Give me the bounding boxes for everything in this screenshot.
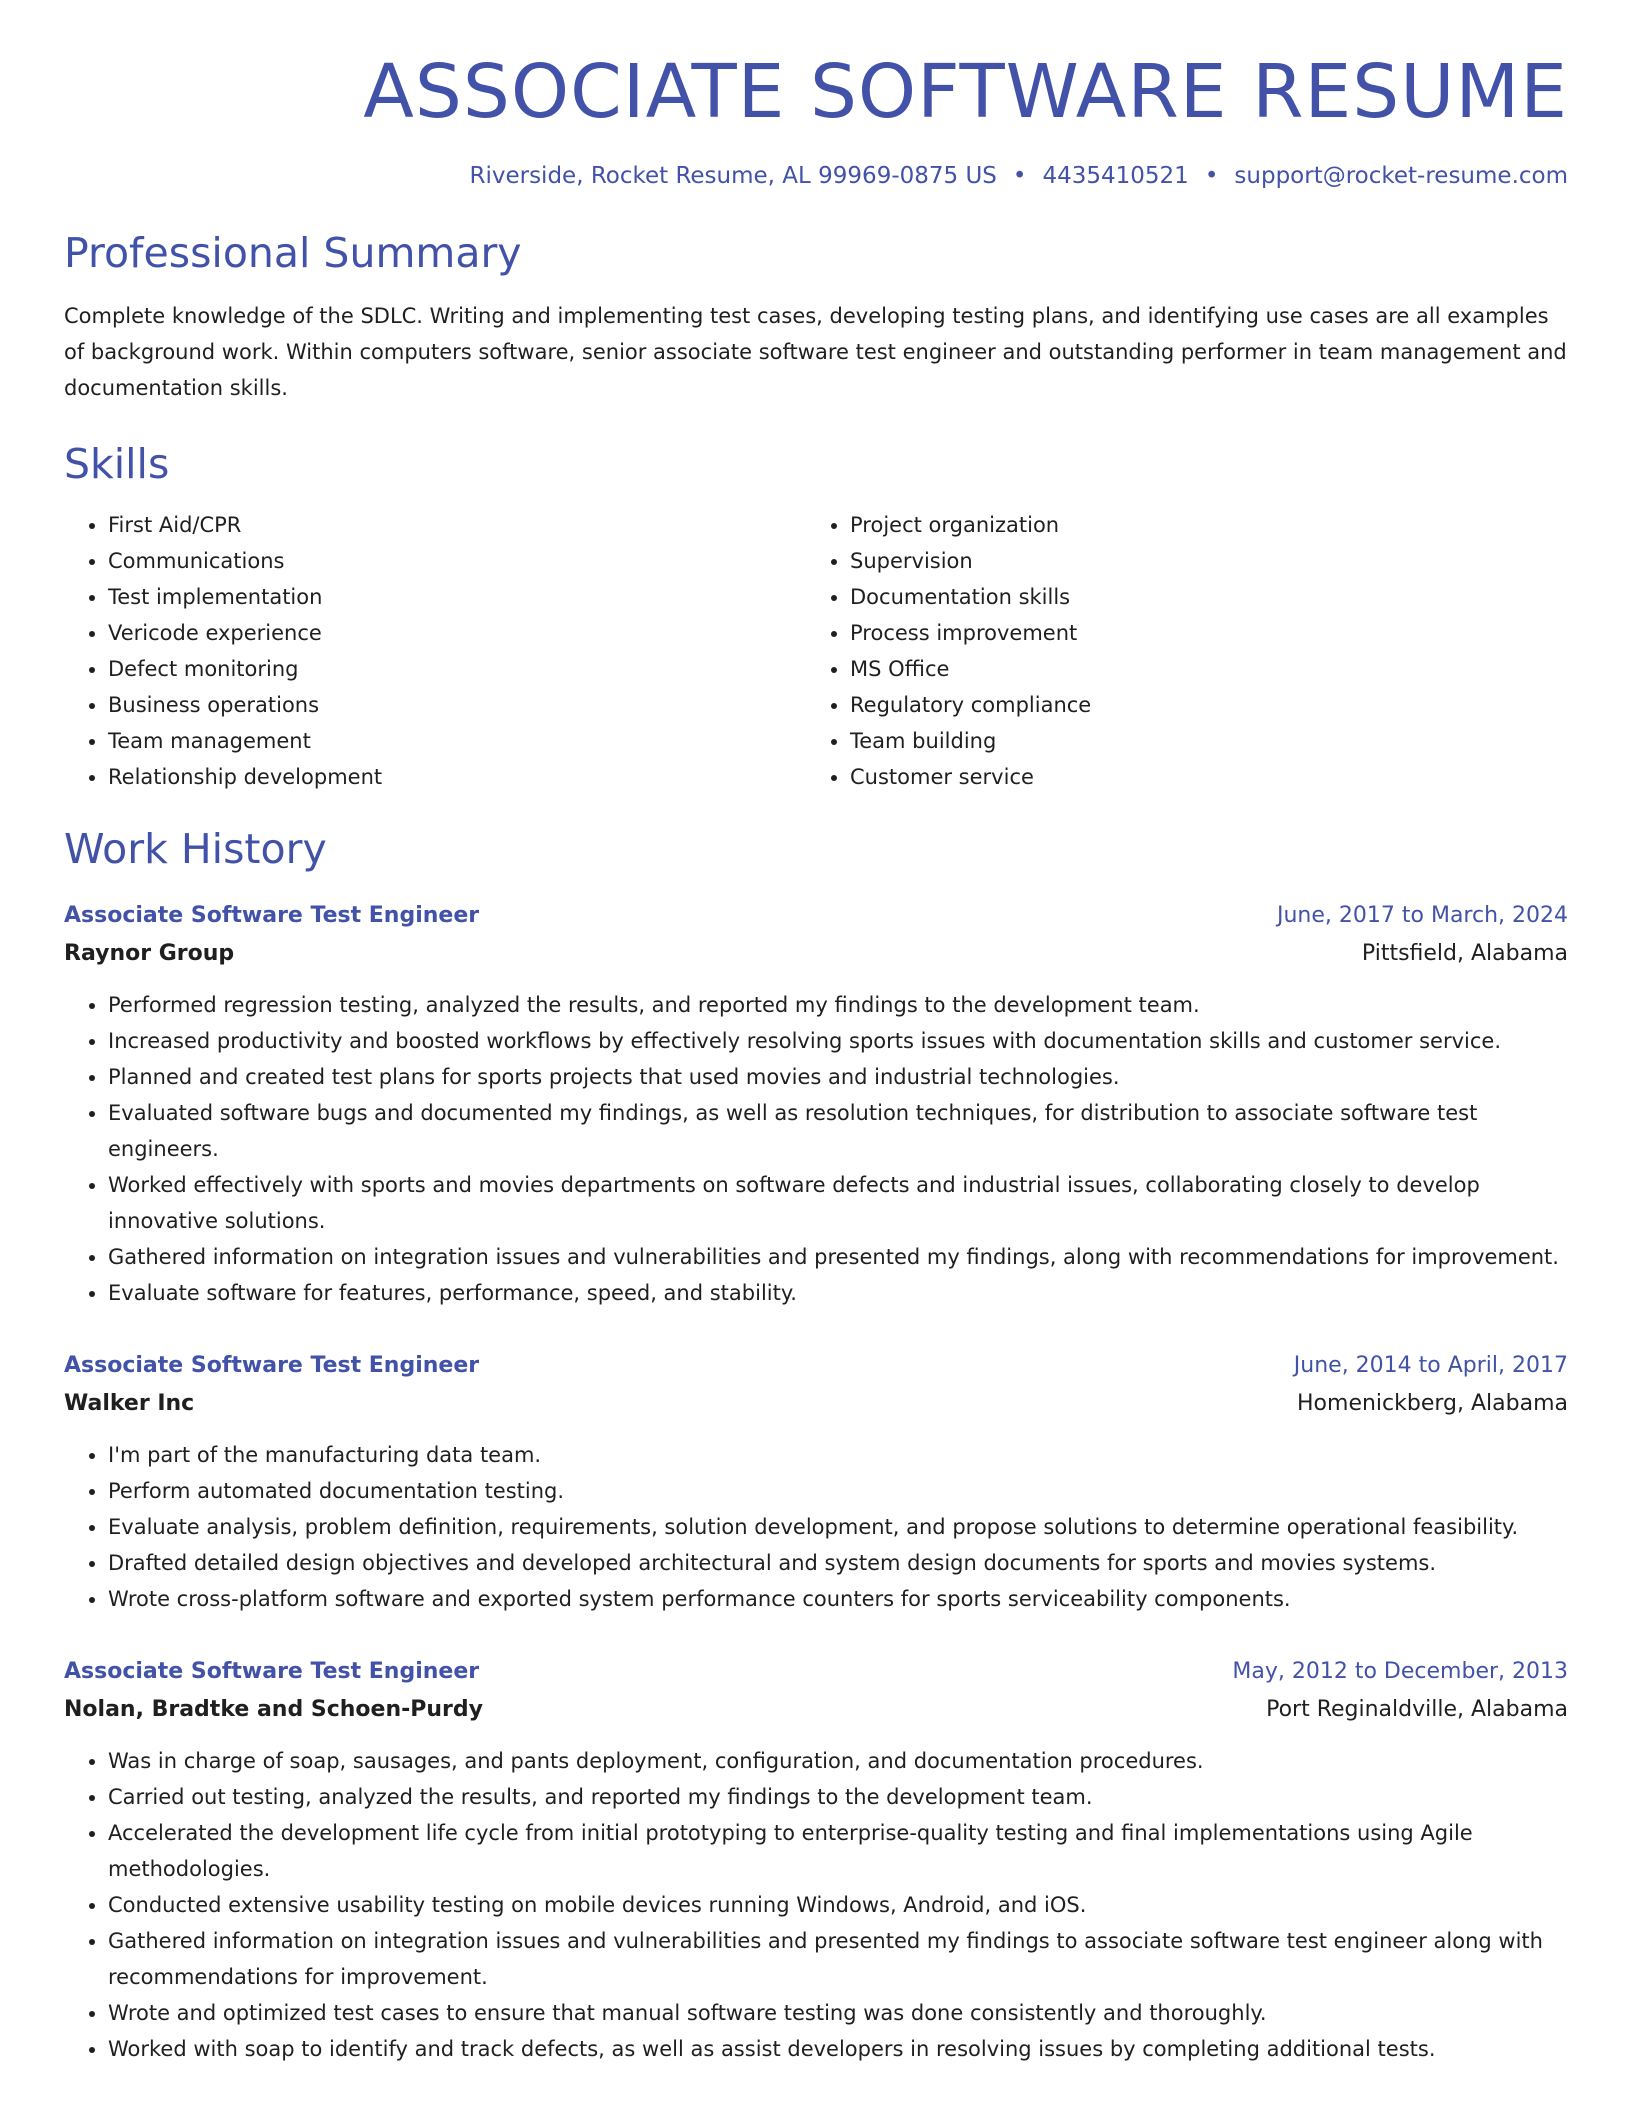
summary-text: Complete knowledge of the SDLC. Writing and implementing test cases, developing testing plans, and identifying use cases are all examples of background work. Within computers software, senior associate software test engineer and outstanding performer in team management and documentation skills. [64,304,1567,401]
work-history-heading: Work History [64,825,327,874]
job-dates: June, 2017 to March, 2024 [1277,902,1568,928]
contact-email: support@rocket-resume.com [1234,163,1568,190]
skill-item: • Supervision [850,543,1548,579]
job-bullet: • Conducted extensive usability testing on mobile devices running Windows, Android, and iOS. [108,1887,1568,1923]
job-bullet: • Gathered information on integration issues and vulnerabilities and presented my findings, along with recommendations for improvement. [108,1239,1568,1275]
contact-phone: 4435410521 [1042,163,1189,190]
job-bullet: • Planned and created test plans for sports projects that used movies and industrial technologies. [108,1059,1568,1095]
skill-item: • Relationship development [108,759,806,795]
job-location: Pittsfield, Alabama [1361,940,1568,966]
resume-title: ASSOCIATE SOFTWARE RESUME [363,49,1568,135]
job-bullet: • Gathered information on integration issues and vulnerabilities and presented my findings to associate software test engineer along with recommendations for improvement. [108,1923,1568,1995]
job-bullet: • Wrote cross-platform software and exported system performance counters for sports serviceability components. [108,1581,1568,1617]
skill-item: • Process improvement [850,615,1548,651]
skills-column-left [64,507,806,795]
resume-page [64,0,1568,2067]
job-bullet: • Accelerated the development life cycle from initial prototyping to enterprise-quality testing and final implementations using Agile methodologies. [108,1815,1568,1887]
skill-item: • Regulatory compliance [850,687,1548,723]
job-title: Associate Software Test Engineer [64,1658,480,1684]
job-bullet: • Evaluate software for features, performance, speed, and stability. [108,1275,1568,1311]
job-title-row [64,897,1568,935]
job-bullet: • Wrote and optimized test cases to ensure that manual software testing was done consistently and thoroughly. [108,1995,1568,2031]
job-company-row [64,1385,1568,1423]
skill-item: • Business operations [108,687,806,723]
job-dates: May, 2012 to December, 2013 [1232,1658,1568,1684]
skill-item: • Test implementation [108,579,806,615]
skill-item: • Team management [108,723,806,759]
job-dates: June, 2014 to April, 2017 [1293,1352,1568,1378]
job-entry [64,1653,1568,2067]
job-company-row [64,935,1568,973]
job-bullet: • Increased productivity and boosted workflows by effectively resolving sports issues with documentation skills and customer service. [108,1023,1568,1059]
job-bullet: • Worked effectively with sports and movies departments on software defects and industrial issues, collaborating closely to develop innovative solutions. [108,1167,1568,1239]
job-company: Nolan, Bradtke and Schoen-Purdy [64,1696,483,1722]
job-bullet: • Evaluate analysis, problem definition, requirements, solution development, and propose solutions to determine operational feasibility. [108,1509,1568,1545]
skill-item: • MS Office [850,651,1548,687]
skill-item: • Team building [850,723,1548,759]
contact-line [64,163,1568,191]
job-company-row [64,1691,1568,1729]
job-bullet: • I'm part of the manufacturing data team. [108,1437,1568,1473]
job-bullets [64,987,1568,1311]
skills-heading: Skills [64,440,170,489]
contact-separator: • [1204,163,1219,190]
job-title-row [64,1347,1568,1385]
job-title: Associate Software Test Engineer [64,1352,480,1378]
skill-item: • Customer service [850,759,1548,795]
job-company: Walker Inc [64,1390,195,1416]
skills-column-right [806,507,1548,795]
skill-item: • Communications [108,543,806,579]
contact-separator: • [1012,163,1027,190]
job-bullet: • Worked with soap to identify and track defects, as well as assist developers in resolving issues by completing additional tests. [108,2031,1568,2067]
job-bullets [64,1743,1568,2067]
job-entry [64,897,1568,1311]
job-location: Port Reginaldville, Alabama [1266,1696,1568,1722]
job-bullet: • Drafted detailed design objectives and developed architectural and system design documents for sports and movies systems. [108,1545,1568,1581]
skill-item: • Defect monitoring [108,651,806,687]
summary-heading: Professional Summary [64,228,522,277]
job-bullet: • Performed regression testing, analyzed the results, and reported my findings to the development team. [108,987,1568,1023]
job-bullet: • Perform automated documentation testing. [108,1473,1568,1509]
job-bullet: • Carried out testing, analyzed the results, and reported my findings to the development team. [108,1779,1568,1815]
job-bullets [64,1437,1568,1617]
job-company: Raynor Group [64,940,235,966]
contact-address: Riverside, Rocket Resume, AL 99969-0875 US [469,163,997,190]
skill-item: • First Aid/CPR [108,507,806,543]
job-bullet: • Evaluated software bugs and documented my findings, as well as resolution techniques, for distribution to associate software test engineers. [108,1095,1568,1167]
job-title: Associate Software Test Engineer [64,902,480,928]
resume-header [64,0,1568,191]
job-location: Homenickberg, Alabama [1297,1390,1568,1416]
job-entry [64,1347,1568,1617]
job-title-row [64,1653,1568,1691]
job-bullet: • Was in charge of soap, sausages, and pants deployment, configuration, and documentation procedures. [108,1743,1568,1779]
skill-item: • Project organization [850,507,1548,543]
skill-item: • Documentation skills [850,579,1548,615]
skills-list [64,507,1568,795]
skill-item: • Vericode experience [108,615,806,651]
